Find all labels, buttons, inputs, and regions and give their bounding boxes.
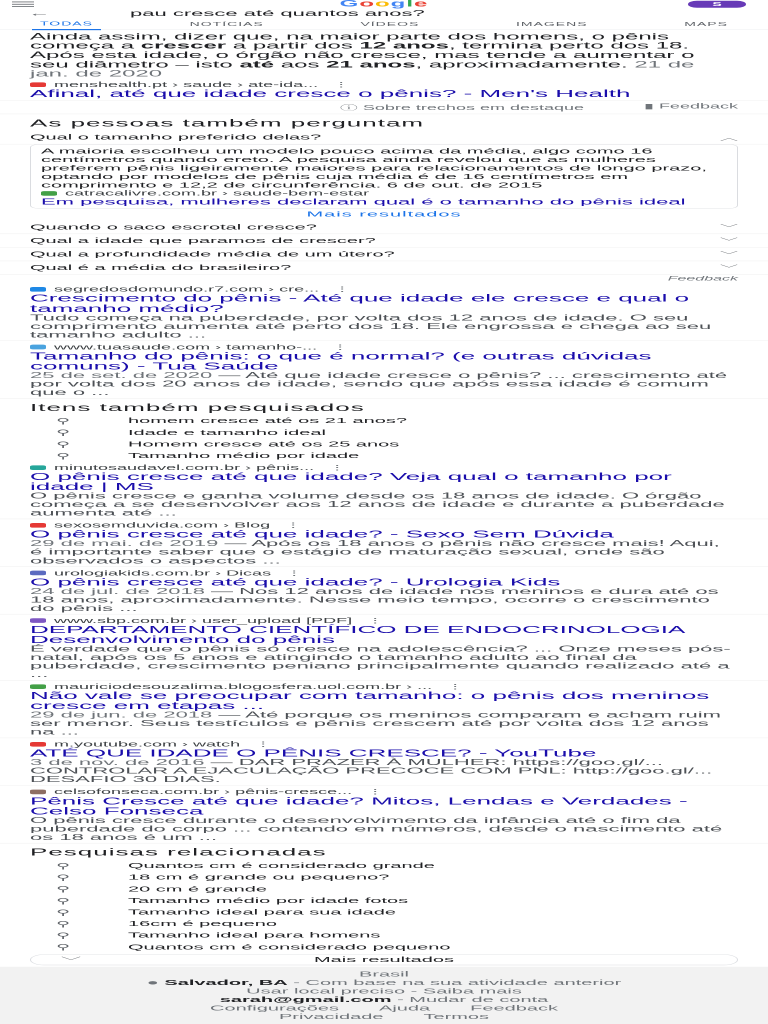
result-source: www.sbp.com.br › user_upload [PDF] — [54, 616, 353, 625]
search-result[interactable] — [0, 614, 768, 680]
chevron-down-icon: ﹀ — [720, 237, 738, 245]
search-result[interactable] — [0, 519, 768, 567]
paa-question[interactable] — [0, 248, 768, 262]
paa-question-text: Qual é a média do brasileiro? — [30, 263, 292, 272]
result-title[interactable]: Não vale se preocupar com tamanho: o pênis dos meninos cresce em etapas ... — [30, 689, 710, 712]
result-snippet: — DAR PRAZER À MULHER: https://goo.gl/... CONTROLAR A EJACULAÇÃO PRECOCE COM PNL: http://goo.gl/... DESAFIO 30 DIAS. — [30, 757, 713, 785]
paa-question-expanded[interactable]: Qual o tamanho preferido delas? ︿ — [0, 131, 768, 145]
related-search-item[interactable] — [0, 918, 768, 930]
related-search-text: Quantos cm é considerado grande — [128, 861, 435, 870]
related-search-text: Tamanho médio por idade — [128, 451, 360, 460]
result-snippet: É verdade que o pênis só cresce na adolescência? ... Onze meses pós-natal, após os 5 anos e atingindo o tamanho adulto ao final da puberdade, crescimento peniano principalmente quando realizado até a ... — [30, 643, 731, 679]
about-snippets-link[interactable]: ⓘ Sobre trechos em destaque — [339, 103, 585, 112]
tab-noticias[interactable]: NOTÍCIAS — [189, 20, 264, 28]
result-date: 3 de nov. de 2016 — [30, 757, 205, 768]
footer — [0, 967, 768, 1024]
result-snippet: — Até porque os meninos comparam e acham ruim ser menor. Seus testículos e pênis crescem até por volta dos 12 anos na ... — [30, 709, 721, 737]
result-source: celsofonseca.com.br › pênis-cresce... — [54, 787, 353, 796]
tab-videos[interactable]: VÍDEOS — [360, 20, 420, 28]
result-title[interactable]: Pênis Cresce até que idade? Mitos, Lendas e Verdades - Celso Fonseca — [30, 794, 688, 817]
footer-link[interactable]: Configurações — [210, 1003, 339, 1013]
more-results-button[interactable]: ﹀ Mais resultados — [30, 954, 738, 965]
tab-imagens[interactable]: IMAGENS — [516, 20, 588, 28]
search-icon: ⚲ — [56, 896, 71, 906]
related-search-item[interactable] — [0, 427, 768, 439]
related-heading: Pesquisas relacionadas — [30, 846, 327, 859]
result-title[interactable]: Afinal, até que idade cresce o pênis? - Men's Health — [30, 87, 631, 100]
more-vert-icon[interactable]: ⋮ — [285, 568, 304, 577]
search-icon: ⚲ — [56, 919, 71, 929]
more-vert-icon[interactable]: ⋮ — [328, 463, 347, 472]
more-vert-icon[interactable]: ⋮ — [332, 80, 351, 89]
menu-icon[interactable] — [12, 2, 34, 7]
tab-todas[interactable]: TODAS — [32, 18, 101, 30]
favicon-icon — [30, 742, 46, 747]
top-bar — [0, 0, 768, 9]
related-search-item[interactable] — [0, 872, 768, 884]
account-avatar[interactable]: S — [688, 1, 746, 8]
paa-question[interactable] — [0, 234, 768, 248]
related-search-item[interactable] — [0, 438, 768, 450]
search-result[interactable] — [0, 786, 768, 844]
paa-question[interactable] — [0, 261, 768, 275]
favicon-icon — [30, 465, 46, 470]
more-vert-icon[interactable]: ⋮ — [366, 616, 385, 625]
more-vert-icon[interactable]: ⋮ — [331, 342, 350, 351]
related-search-item[interactable] — [0, 883, 768, 895]
result-description — [30, 644, 738, 678]
result-source: mauriciodesouzalima.blogosfera.uol.com.br › ... — [54, 682, 433, 691]
favicon-icon — [30, 618, 46, 623]
footer-link[interactable]: Privacidade — [278, 1012, 384, 1021]
related-search-text: Tamanho ideal para sua idade — [128, 907, 396, 917]
result-snippet: — Até que idade cresce o pênis? ... crescimento até por volta dos 20 anos de idade, sendo que após essa idade é comum que o ... — [30, 370, 728, 397]
paa-answer-card — [30, 144, 738, 208]
result-description — [30, 587, 738, 613]
featured-result[interactable] — [0, 79, 768, 101]
favicon-icon — [30, 684, 46, 689]
related-search-text: Tamanho médio por idade fotos — [128, 896, 409, 905]
footer-location: ● Salvador, BA - Com base na sua atividade anterior — [146, 978, 622, 987]
result-snippet: — Após os 18 anos o pênis não cresce mais! Aqui, é importante saber que o estágio de maturação sexual, onde são observados o aspectos ... — [30, 538, 720, 566]
google-logo[interactable]: Google — [339, 0, 429, 9]
footer-link[interactable]: Feedback — [470, 1003, 558, 1013]
featured-meta-row — [0, 101, 768, 115]
favicon-icon — [30, 287, 46, 292]
result-description — [30, 313, 738, 339]
favicon-icon — [30, 82, 46, 87]
feedback-link[interactable]: ▮ Feedback — [644, 102, 738, 110]
result-source: m.youtube.com › watch — [54, 740, 241, 748]
paa-question-text: Qual a profundidade média de um útero? — [30, 249, 395, 259]
result-description — [30, 492, 738, 518]
chevron-down-icon: ﹀ — [720, 223, 738, 232]
footer-precise-location[interactable]: Usar local preciso - Saiba mais — [246, 986, 522, 996]
favicon-icon — [30, 523, 46, 528]
related-search-text: Quantos cm é considerado pequeno — [128, 942, 451, 952]
search-icon: ⚲ — [56, 428, 71, 437]
result-title[interactable]: Crescimento do pênis - Até que idade ele cresce e qual o tamanho médio? — [30, 292, 690, 315]
more-vert-icon[interactable]: ⋮ — [446, 682, 465, 691]
search-result[interactable] — [0, 283, 768, 341]
result-source: menshealth.pt › saude › ate-ida... — [54, 80, 319, 89]
favicon-icon — [30, 345, 46, 350]
related-search-text: 20 cm é grande — [128, 884, 267, 894]
search-icon: ⚲ — [56, 942, 71, 952]
result-date: 24 de jul. de 2018 — [30, 586, 205, 596]
result-source: minutosaudavel.com.br › pênis... — [54, 463, 315, 472]
chevron-down-icon: ﹀ — [61, 956, 81, 966]
result-title[interactable]: DEPARTAMENTO CIENTÍFICO DE ENDOCRINOLOGIA Desenvolvimento do pênis — [30, 623, 684, 646]
result-source: urologiakids.com.br › Dicas — [54, 568, 272, 577]
related-search-item[interactable] — [0, 415, 768, 427]
related-search-item[interactable] — [0, 906, 768, 918]
also-searched-heading: Itens também pesquisados — [30, 401, 365, 414]
search-input[interactable]: pau cresce até quantos anos? — [130, 8, 425, 19]
search-result[interactable] — [0, 680, 768, 738]
result-snippet: Tudo começa na puberdade, por volta dos 12 anos de idade. O seu comprimento aumenta até perto dos 18. Ele engrossa e chega ao seu tamanho adulto ... — [30, 312, 712, 340]
result-source: catracalivre.com.br › saude-bem-estar — [65, 189, 370, 198]
paa-feedback[interactable]: Feedback — [667, 275, 738, 283]
chevron-down-icon: ﹀ — [720, 250, 738, 259]
result-title[interactable]: O pênis cresce até que idade? - Sexo Sem Dúvida — [30, 528, 614, 541]
search-tabs — [0, 19, 768, 30]
favicon-icon — [30, 790, 46, 795]
favicon-icon — [30, 571, 46, 576]
related-search-text: 16cm é pequeno — [128, 919, 278, 928]
footer-account[interactable]: sarah@gmail.com - Mudar de conta — [219, 995, 549, 1004]
search-icon: ⚲ — [56, 873, 71, 882]
search-icon: ⚲ — [56, 451, 71, 461]
search-bar[interactable] — [0, 9, 768, 19]
result-title[interactable]: O pênis cresce até que idade? Veja qual o tamanho por idade | MS — [30, 470, 672, 493]
featured-snippet-text: Ainda assim, dizer que, na maior parte dos homens, o pênis começa a crescer a partir dos 12 anos, termina perto dos 18. Após esta idade, o órgão não cresce, mas tende a aumentar o seu diâmetro – isto até aos 21 anos, aproximadamente. 21 de jan. de 2020 — [30, 31, 695, 79]
paa-question-text: Quando o saco escrotal cresce? — [30, 222, 317, 232]
more-vert-icon[interactable]: ⋮ — [254, 740, 273, 748]
related-search-text: 18 cm é grande ou pequeno? — [128, 872, 390, 882]
related-search-item[interactable] — [0, 895, 768, 907]
paa-question[interactable] — [0, 221, 768, 235]
result-date: 29 de jun. de 2018 — [30, 709, 213, 720]
tab-maps[interactable]: MAPS — [684, 20, 728, 28]
paa-question-text: Qual a idade que paramos de crescer? — [30, 236, 376, 245]
result-snippet: O pênis cresce durante o desenvolvimento da infância até o fim da puberdade do corpo ... contando em números, desde o nascimento até os 18 anos é um ... — [30, 815, 723, 842]
result-description — [30, 711, 738, 737]
result-snippet: O pênis cresce e ganha volume desde os 18 anos de idade. O órgão começa a se desenvolver aos 12 anos de idade e durante a puberdade aumenta até ... — [30, 490, 725, 518]
search-result[interactable] — [0, 462, 768, 520]
footer-link[interactable]: Ajuda — [378, 1003, 431, 1013]
related-search-text: Idade e tamanho ideal — [128, 428, 326, 437]
related-search-item[interactable] — [0, 450, 768, 462]
search-icon: ⚲ — [56, 440, 71, 449]
paa-answer-text: A maioria escolheu um modelo pouco acima da média, algo como 16 centímetros quando ereto. A pesquisa ainda revelou que as mulheres preferem pênis ligeiramente maiores para relacionamentos de longo prazo, optando por modelos de pênis cuja média é de 16 centímetros em comprimento e 12,2 de circunferência. 6 de out. de 2015 — [41, 147, 707, 190]
result-description — [30, 371, 738, 397]
result-title[interactable]: O pênis cresce até que idade? - Urologia Kids — [30, 576, 561, 588]
search-icon: ⚲ — [56, 861, 71, 871]
result-title[interactable]: Tamanho do pênis: o que é normal? (e outras dúvidas comuns) - Tua Saúde — [30, 350, 652, 372]
more-vert-icon[interactable]: ⋮ — [333, 285, 352, 294]
result-source: www.tuasaude.com › tamanho-... — [54, 342, 318, 351]
search-icon: ⚲ — [56, 931, 71, 940]
chevron-down-icon: ﹀ — [720, 264, 738, 272]
result-snippet: — Nos 12 anos de idade nos meninos e dura até os 18 anos, aproximadamente. Nesse meio tempo, ocorre o crescimento do pênis ... — [30, 586, 719, 613]
related-search-item[interactable] — [0, 860, 768, 872]
result-description — [30, 539, 738, 565]
footer-country: Brasil — [358, 969, 409, 979]
result-date: 25 de set. de 2020 — [30, 370, 213, 380]
result-source: segredosdomundo.r7.com › cre... — [54, 285, 320, 294]
search-icon: ⚲ — [56, 884, 71, 894]
related-search-text: Homem cresce até os 25 anos — [128, 439, 400, 449]
back-arrow-icon[interactable]: ← — [28, 8, 50, 19]
result-description — [30, 758, 738, 784]
related-search-item[interactable] — [0, 941, 768, 953]
more-vert-icon[interactable]: ⋮ — [366, 787, 385, 796]
chevron-up-icon: ︿ — [720, 133, 738, 142]
paa-answer-title[interactable]: Em pesquisa, mulheres declaram qual é o tamanho do pênis ideal — [41, 196, 686, 207]
featured-date: 21 de jan. de 2020 — [30, 59, 695, 79]
paa-more-results[interactable]: Mais resultados — [306, 210, 462, 219]
related-search-item[interactable] — [0, 930, 768, 942]
paa-heading: As pessoas também perguntam — [30, 117, 425, 129]
related-search-text: homem cresce até os 21 anos? — [128, 416, 408, 425]
favicon-icon — [41, 191, 57, 196]
search-icon: ⚲ — [56, 908, 71, 917]
related-search-text: Tamanho ideal para homens — [128, 930, 381, 940]
search-result[interactable] — [0, 738, 768, 786]
result-date: 29 de mai. de 2019 — [30, 538, 219, 549]
more-vert-icon[interactable]: ⋮ — [284, 521, 303, 530]
result-description — [30, 816, 738, 842]
search-icon: ⚲ — [56, 416, 71, 426]
result-title[interactable]: ATÉ QUE IDADE O PÊNIS CRESCE? - YouTube — [30, 747, 597, 760]
result-source: sexosemduvida.com › Blog — [54, 521, 271, 530]
footer-link[interactable]: Termos — [423, 1012, 490, 1021]
search-result[interactable] — [0, 567, 768, 615]
search-result[interactable] — [0, 341, 768, 399]
